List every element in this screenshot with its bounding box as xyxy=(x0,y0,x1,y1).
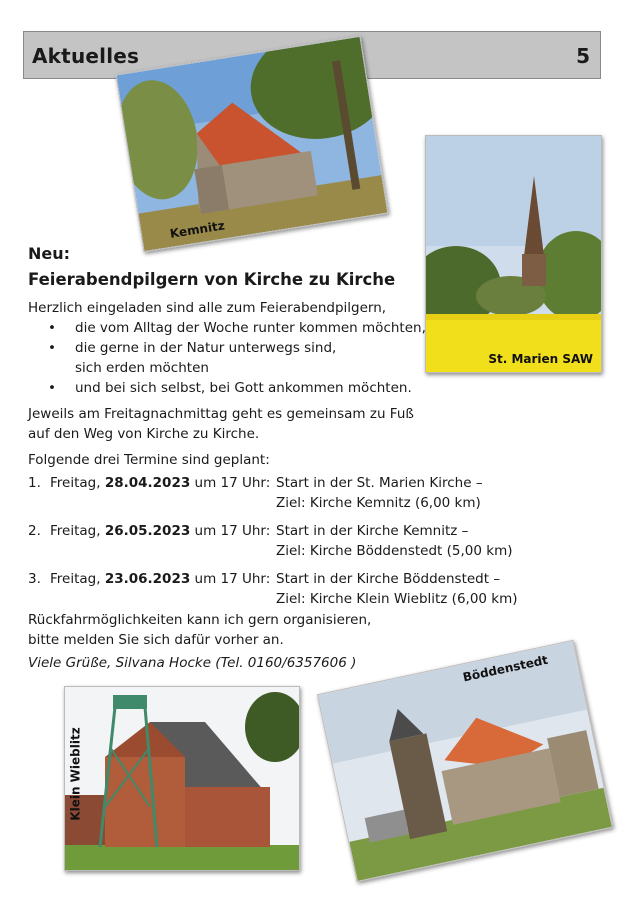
list-item: • die vom Alltag der Woche runter kommen möchten, xyxy=(48,320,426,336)
bullet-list xyxy=(28,318,426,398)
date-value: 28.04.2023 xyxy=(104,475,191,491)
list-item: • die gerne in der Natur unterwegs sind, xyxy=(48,340,337,356)
photo-kemnitz-image xyxy=(117,37,388,251)
date-row: 3. Freitag, 23.06.2023 um 17 Uhr: Start in der Kirche Böddenstedt – Ziel: Kirche Klein Wieblitz (6,00 km) xyxy=(28,571,518,607)
date-row: 2. Freitag, 26.05.2023 um 17 Uhr: Start in der Kirche Kemnitz – Ziel: Kirche Böddenstedt (5,00 km) xyxy=(28,523,513,559)
photo-caption-st-marien: St. Marien SAW xyxy=(488,352,593,366)
paragraph-line: bitte melden Sie sich dafür vorher an. xyxy=(28,632,284,648)
photo-caption-boeddenstedt: Böddenstedt xyxy=(461,652,550,685)
photo-klein-wieblitz-image xyxy=(65,687,299,870)
date-goal: Ziel: Kirche Klein Wieblitz (6,00 km) xyxy=(276,591,518,607)
paragraph-line: Jeweils am Freitagnachmittag geht es gemeinsam zu Fuß xyxy=(28,406,414,422)
article-headline: Feierabendpilgern von Kirche zu Kirche xyxy=(28,270,396,289)
photo-boeddenstedt xyxy=(317,640,613,882)
article-intro: Herzlich eingeladen sind alle zum Feierabendpilgern, xyxy=(28,300,387,316)
photo-kemnitz xyxy=(115,36,388,253)
list-item: • und bei sich selbst, bei Gott ankommen möchten. xyxy=(48,380,412,396)
date-value: 23.06.2023 xyxy=(104,571,191,587)
date-value: 26.05.2023 xyxy=(104,523,191,539)
photo-klein-wieblitz xyxy=(64,686,300,871)
date-row: 1. Freitag, 28.04.2023 um 17 Uhr: Start in der St. Marien Kirche – Ziel: Kirche Kemnitz (6,00 km) xyxy=(28,475,483,511)
dates-list xyxy=(28,473,568,617)
date-start: Start in der Kirche Kemnitz – xyxy=(276,523,469,539)
date-start: Start in der St. Marien Kirche – xyxy=(276,475,483,491)
date-goal: Ziel: Kirche Kemnitz (6,00 km) xyxy=(276,495,481,511)
list-item-continuation: sich erden möchten xyxy=(75,360,209,376)
paragraph-line: auf den Weg von Kirche zu Kirche. xyxy=(28,426,260,442)
photo-caption-kemnitz: Kemnitz xyxy=(168,218,226,241)
paragraph-line: Rückfahrmöglichkeiten kann ich gern organisieren, xyxy=(28,612,372,628)
page-number: 5 xyxy=(576,44,590,68)
section-title: Aktuelles xyxy=(32,44,140,68)
photo-caption-klein-wieblitz: Klein Wieblitz xyxy=(68,727,83,821)
photo-st-marien-image xyxy=(426,136,601,372)
dates-intro: Folgende drei Termine sind geplant: xyxy=(28,452,270,468)
article-kicker: Neu: xyxy=(28,244,71,263)
date-start: Start in der Kirche Böddenstedt – xyxy=(276,571,501,587)
photo-st-marien xyxy=(425,135,602,373)
date-goal: Ziel: Kirche Böddenstedt (5,00 km) xyxy=(276,543,513,559)
signature: Viele Grüße, Silvana Hocke (Tel. 0160/6357606 ) xyxy=(28,655,357,671)
